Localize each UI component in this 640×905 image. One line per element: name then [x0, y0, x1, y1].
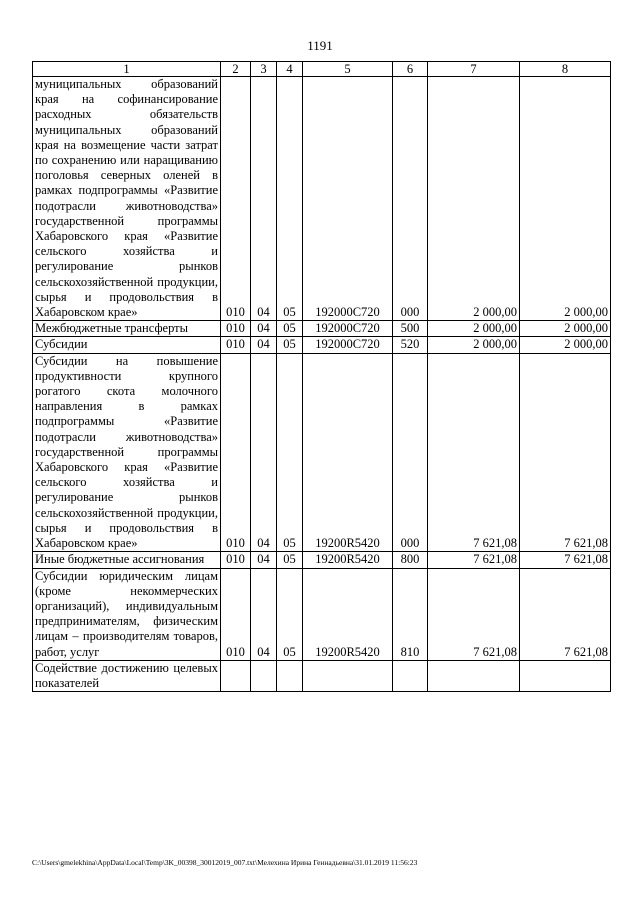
row-ministry-code: 010 [221, 321, 251, 337]
row-subsection [277, 660, 303, 691]
row-section: 04 [251, 321, 277, 337]
row-name: муниципальных образований края на софинансирование расходных обязательств муниципальных образований края на возмещение части затрат по сохранению или наращиванию поголовья северных оленей в рамках подпрограммы «Развитие подотрасли животноводства» государственной программы Хабаровского края «Развитие сельского хозяйства и регулирование рынков сельскохозяйственной продукции, сырья и продовольствия в Хабаровском крае» [33, 77, 221, 321]
row-name: Иные бюджетные ассигнования [33, 552, 221, 568]
row-amount-2 [520, 660, 611, 691]
row-target-code: 19200R5420 [303, 552, 393, 568]
table-row [33, 568, 611, 660]
row-ministry-code [221, 660, 251, 691]
row-amount-1: 7 621,08 [428, 353, 520, 552]
page-number: 1191 [307, 38, 333, 53]
row-target-code: 19200R5420 [303, 568, 393, 660]
row-amount-2: 7 621,08 [520, 568, 611, 660]
row-amount-2: 2 000,00 [520, 77, 611, 321]
row-expense-type [393, 660, 428, 691]
row-section: 04 [251, 552, 277, 568]
row-subsection: 05 [277, 353, 303, 552]
row-section: 04 [251, 353, 277, 552]
row-ministry-code: 010 [221, 552, 251, 568]
row-name: Содействие достижению целевых показателей [33, 660, 221, 691]
row-amount-2: 2 000,00 [520, 337, 611, 353]
row-amount-1: 7 621,08 [428, 552, 520, 568]
row-expense-type: 520 [393, 337, 428, 353]
row-expense-type: 810 [393, 568, 428, 660]
row-subsection: 05 [277, 568, 303, 660]
row-amount-1: 2 000,00 [428, 337, 520, 353]
header-cell: 7 [428, 62, 520, 77]
row-target-code: 192000С720 [303, 77, 393, 321]
row-subsection: 05 [277, 77, 303, 321]
row-target-code: 192000С720 [303, 337, 393, 353]
row-target-code: 19200R5420 [303, 353, 393, 552]
header-cell: 1 [33, 62, 221, 77]
table-row [33, 321, 611, 337]
row-ministry-code: 010 [221, 337, 251, 353]
row-ministry-code: 010 [221, 77, 251, 321]
row-section [251, 660, 277, 691]
row-section: 04 [251, 337, 277, 353]
row-amount-1 [428, 660, 520, 691]
row-ministry-code: 010 [221, 568, 251, 660]
row-subsection: 05 [277, 337, 303, 353]
row-name: Субсидии [33, 337, 221, 353]
row-name: Субсидии на повышение продуктивности крупного рогатого скота молочного направления в рамках подпрограммы «Развитие подотрасли животноводства» государственной программы Хабаровского края «Развитие сельского хозяйства и регулирование рынков сельскохозяйственной продукции, сырья и продовольствия в Хабаровском крае» [33, 353, 221, 552]
row-name: Субсидии юридическим лицам (кроме некоммерческих организаций), индивидуальным предпринимателям, физическим лицам – производителям товаров, работ, услуг [33, 568, 221, 660]
row-name: Межбюджетные трансферты [33, 321, 221, 337]
header-cell: 2 [221, 62, 251, 77]
table-row [33, 660, 611, 691]
row-section: 04 [251, 77, 277, 321]
table-row [33, 353, 611, 552]
row-subsection: 05 [277, 552, 303, 568]
table-header-row [33, 62, 611, 77]
document-footer-path: C:\Users\gmelekhina\AppData\Local\Temp\3K_00398_30012019_007.txt\Мелехина Ирина Геннадьевна\31.01.2019 11:56:23 [32, 858, 418, 867]
row-amount-1: 2 000,00 [428, 321, 520, 337]
table-row [33, 77, 611, 321]
header-cell: 8 [520, 62, 611, 77]
row-section: 04 [251, 568, 277, 660]
row-subsection: 05 [277, 321, 303, 337]
row-amount-1: 7 621,08 [428, 568, 520, 660]
table-row [33, 552, 611, 568]
row-expense-type: 000 [393, 77, 428, 321]
row-amount-2: 7 621,08 [520, 353, 611, 552]
row-ministry-code: 010 [221, 353, 251, 552]
row-expense-type: 800 [393, 552, 428, 568]
row-target-code: 192000С720 [303, 321, 393, 337]
row-expense-type: 500 [393, 321, 428, 337]
row-amount-2: 7 621,08 [520, 552, 611, 568]
row-amount-2: 2 000,00 [520, 321, 611, 337]
header-cell: 6 [393, 62, 428, 77]
header-cell: 3 [251, 62, 277, 77]
budget-table [32, 61, 611, 692]
table-row [33, 337, 611, 353]
header-cell: 5 [303, 62, 393, 77]
row-expense-type: 000 [393, 353, 428, 552]
header-cell: 4 [277, 62, 303, 77]
row-target-code [303, 660, 393, 691]
row-amount-1: 2 000,00 [428, 77, 520, 321]
